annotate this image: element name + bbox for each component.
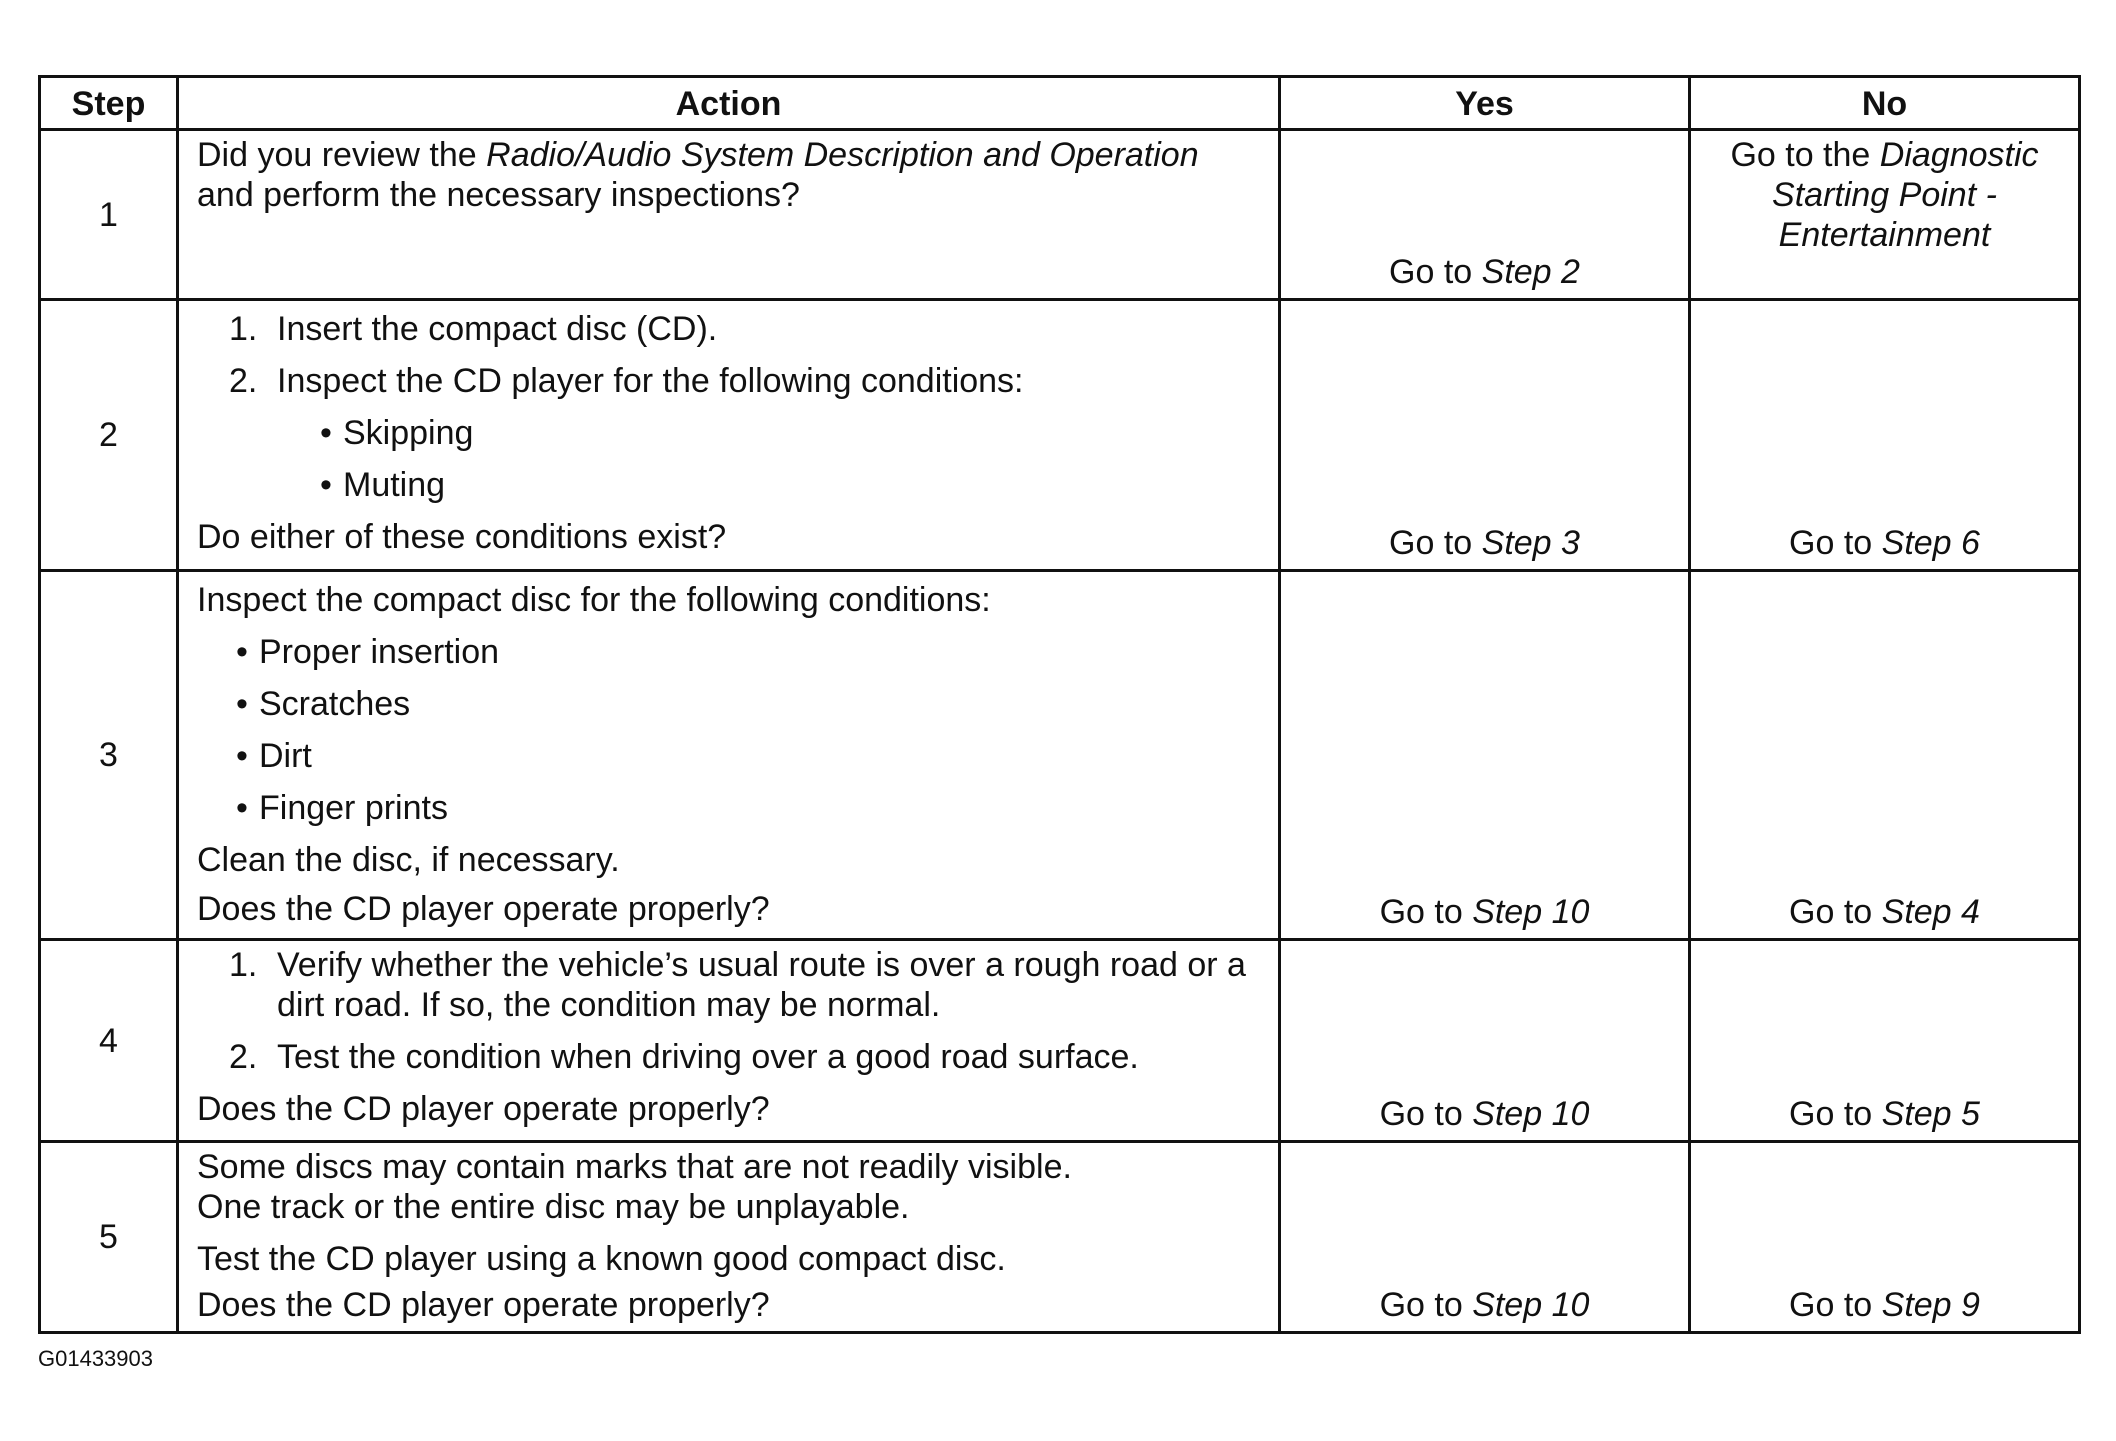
goto-text: Go to	[1789, 1095, 1882, 1133]
bullet-icon: •	[320, 414, 332, 452]
action-text: One track or the entire disc may be unplayable.	[197, 1188, 910, 1226]
step-reference: Step 10	[1472, 1095, 1590, 1133]
note-text: Clean the disc, if necessary.	[197, 841, 620, 879]
goto-text: Go to	[1379, 1095, 1473, 1133]
no-cell	[1690, 130, 2080, 300]
step-number: 3	[40, 571, 178, 940]
bullet-text: Muting	[343, 466, 446, 504]
action-cell	[178, 940, 1280, 1142]
table-row	[40, 571, 2080, 940]
yes-cell	[1280, 571, 1690, 940]
bullet-text: Finger prints	[259, 789, 448, 827]
header-step: Step	[40, 77, 178, 130]
goto-text: Go to	[1789, 893, 1882, 931]
action-text: Some discs may contain marks that are not readily visible.	[197, 1148, 1072, 1186]
no-cell	[1690, 571, 2080, 940]
doc-reference: Radio/Audio System Description and Operation	[486, 136, 1199, 174]
bullet-icon: •	[236, 633, 248, 671]
question-text: Does the CD player operate properly?	[197, 1090, 770, 1128]
table-row	[40, 1142, 2080, 1333]
step-number: 5	[40, 1142, 178, 1333]
question-text: Does the CD player operate properly?	[197, 890, 770, 928]
bullet-item	[309, 407, 1260, 459]
bullet-text: Dirt	[259, 737, 312, 775]
action-text: Test the CD player using a known good compact disc.	[197, 1240, 1006, 1278]
goto-text: Go to the	[1730, 136, 1880, 174]
item-number: 1.	[229, 946, 258, 984]
numbered-item	[229, 945, 1260, 1025]
no-cell	[1690, 300, 2080, 571]
bullet-item	[225, 782, 1260, 834]
item-number: 1.	[229, 310, 258, 348]
bullet-item	[225, 730, 1260, 782]
table-row	[40, 300, 2080, 571]
step-number: 1	[40, 130, 178, 300]
goto-text: Go to	[1789, 524, 1882, 562]
bullet-icon: •	[236, 789, 248, 827]
intro-text: Inspect the compact disc for the following conditions:	[197, 581, 991, 619]
step-reference: Step 10	[1472, 893, 1590, 931]
no-cell	[1690, 1142, 2080, 1333]
table-row	[40, 940, 2080, 1142]
bullet-icon: •	[236, 737, 248, 775]
yes-cell	[1280, 940, 1690, 1142]
numbered-item	[229, 355, 1260, 407]
item-text: Test the condition when driving over a good road surface.	[277, 1038, 1139, 1076]
item-text: Insert the compact disc (CD).	[277, 310, 718, 348]
action-cell	[178, 1142, 1280, 1333]
bullet-item	[225, 678, 1260, 730]
step-reference: Step 4	[1881, 893, 1980, 931]
doc-reference: Diagnostic Starting Point - Entertainment	[1772, 136, 2039, 254]
bullet-text: Proper insertion	[259, 633, 500, 671]
item-number: 2.	[229, 362, 258, 400]
question-text: Does the CD player operate properly?	[197, 1286, 770, 1324]
goto-text: Go to	[1379, 893, 1473, 931]
step-number: 2	[40, 300, 178, 571]
action-cell	[178, 130, 1280, 300]
bullet-item	[225, 626, 1260, 678]
table-row	[40, 130, 2080, 300]
no-cell	[1690, 940, 2080, 1142]
yes-cell	[1280, 300, 1690, 571]
question-text: Do either of these conditions exist?	[197, 518, 727, 556]
bullet-text: Scratches	[259, 685, 411, 723]
bullet-icon: •	[320, 466, 332, 504]
step-reference: Step 3	[1481, 524, 1580, 562]
goto-text: Go to	[1789, 1286, 1882, 1324]
diagnostic-table	[38, 75, 2081, 1334]
goto-text: Go to	[1379, 1286, 1473, 1324]
step-reference: Step 9	[1881, 1286, 1980, 1324]
step-reference: Step 2	[1481, 253, 1580, 291]
action-text-part: and perform the necessary inspections?	[197, 176, 800, 214]
numbered-item	[229, 303, 1260, 355]
header-no: No	[1690, 77, 2080, 130]
bullet-text: Skipping	[343, 414, 474, 452]
item-text: Verify whether the vehicle’s usual route is over a rough road or a dirt road. If so, the condition may be normal.	[277, 946, 1246, 1024]
numbered-item	[229, 1037, 1260, 1077]
item-text: Inspect the CD player for the following conditions:	[277, 362, 1024, 400]
bullet-item	[309, 459, 1260, 511]
action-text-part: Did you review the	[197, 136, 487, 174]
step-number: 4	[40, 940, 178, 1142]
step-reference: Step 5	[1881, 1095, 1980, 1133]
action-cell	[178, 571, 1280, 940]
item-number: 2.	[229, 1038, 258, 1076]
action-cell	[178, 300, 1280, 571]
header-row	[40, 77, 2080, 130]
header-action: Action	[178, 77, 1280, 130]
yes-cell	[1280, 1142, 1690, 1333]
bullet-icon: •	[236, 685, 248, 723]
action-text	[197, 136, 1199, 214]
step-reference: Step 6	[1881, 524, 1980, 562]
goto-text: Go to	[1389, 524, 1482, 562]
header-yes: Yes	[1280, 77, 1690, 130]
goto-text: Go to	[1389, 253, 1482, 291]
figure-id: G01433903	[38, 1346, 153, 1371]
yes-cell	[1280, 130, 1690, 300]
step-reference: Step 10	[1472, 1286, 1590, 1324]
